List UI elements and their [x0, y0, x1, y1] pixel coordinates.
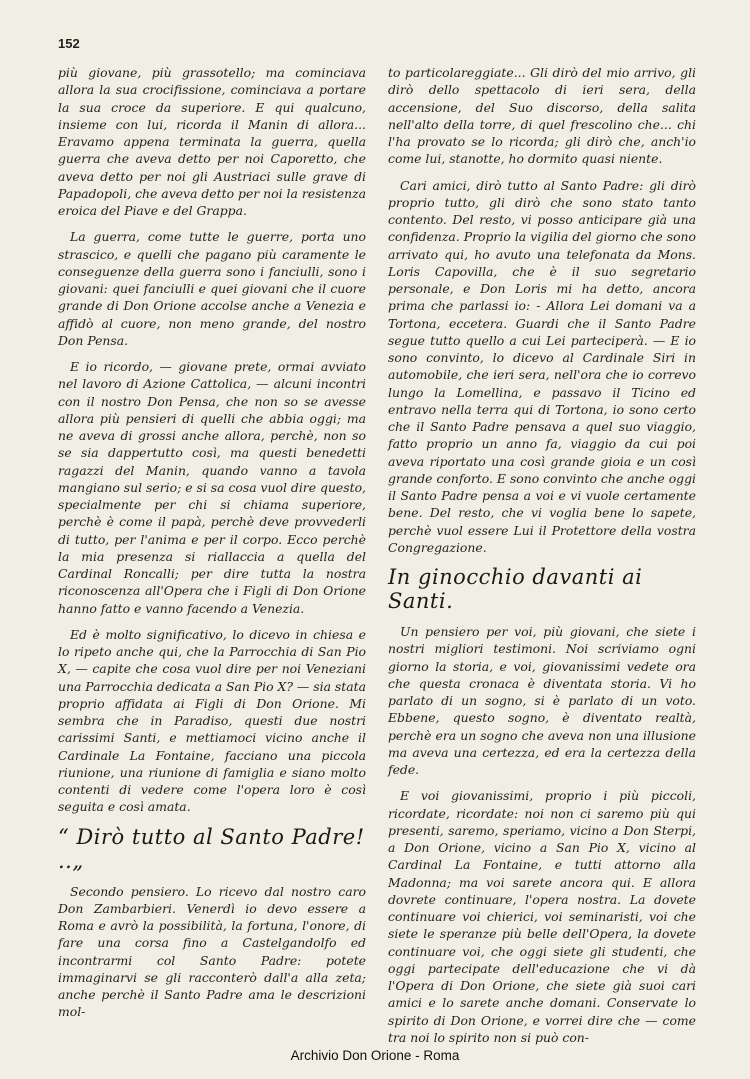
- paragraph: E io ricordo, — giovane prete, ormai avviato nel lavoro di Azione Cattolica, — alcuni incontri con il nostro Don Pensa, che non so se avesse allora più pensieri di quelli che abbia oggi; ma ne aveva di grossi anche allora, perchè, non so se sia dappertutto così, ma questi benedetti ragazzi del Manin, quando vanno a tavola mangiano sul serio; e si sa cosa vuol dire questo, specialmente per chi si chiama superiore, perchè è come il papà, perchè deve provvederli di tutto, per l'anima e per il corpo. Ecco perchè la mia presenza si riallaccia a quella del Cardinal Roncalli; per dire tutta la nostra riconoscenza all'Opera che i Figli di Don Orione hanno fatto e vanno facendo a Venezia.: [58, 359, 366, 616]
- section-heading: In ginocchio davanti ai Santi.: [388, 565, 643, 613]
- page-number: 152: [58, 36, 80, 51]
- paragraph: Ed è molto significativo, lo dicevo in chiesa e lo ripeto anche qui, che la Parrocchia di San Pio X, — capite che cosa vuol dire per noi Veneziani una Parrocchia dedicata a San Pio X? — sia stata proprio affidata ai Figli di Don Orione. Mi sembra che in Paradiso, questi due nostri carissimi Santi, e mettiamoci vicino anche il Cardinale La Fontaine, facciano una piccola riunione, una riunione di famiglia e siano molto contenti di vedere come l'opera loro è così seguita e così amata.: [58, 626, 366, 815]
- paragraph: Un pensiero per voi, più giovani, che siete i nostri migliori testimoni. Noi scriviamo ogni giorno la storia, e voi, giovanissimi vedete ora che questa cronaca è diventata storia. Vi ho parlato di un sogno, si è parlato di un voto. Ebbene, questo sogno, è diventato realtà, perchè era un sogno che aveva non una illusione ma aveva una certezza, ed era la certezza della fede.: [388, 624, 696, 777]
- paragraph: E voi giovanissimi, proprio i più piccoli, ricordate, ricordate: noi non ci saremo più qui presenti, saremo, speriamo, vicino a Don Sterpi, a Don Orione, vicino a San Pio X, vicino al Cardinal La Fontaine, e tutti attorno alla Madonna; ma voi sarete ancora qui. E allora dovrete continuare, l'opera nostra. La dovete continuare voi chierici, voi seminaristi, voi che siete le speranze più belle dell'Opera, la dovete continuare voi, che oggi siete gli studenti, che oggi partecipate dell'educazione che vi dà l'Opera di Don Orione, che siete già suoi cari amici e lo sarete anche domani. Conservate lo spirito di Don Orione, e vorrei dire che — come tra noi lo spirito non si può con-: [388, 788, 696, 1045]
- paragraph: Cari amici, dirò tutto al Santo Padre: gli dirò proprio tutto, gli dirò che sono stato tanto contento. Del resto, vi posso anticipare già una confidenza. Proprio la vigilia del giorno che sono arrivato qui, ho avuto una telefonata da Mons. Loris Capovilla, che è il suo segretario personale, e Don Loris mi ha detto, ancora prima che parlassi io: - Allora Lei domani va a Tortona, eccetera. Guardi che il Santo Padre segue tutto quello a cui Lei parteciperà. — E io sono convinto, lo dicevo al Cardinale Siri in automobile, che ieri sera, nell'ora che io correvo lungo la Lomellina, e passavo il Ticino ed entravo nella terra qui di Tortona, io sono certo che il Santo Padre pensava a quel suo viaggio, fatto proprio un anno fa, viaggio da cui poi aveva riportato una così grande gioia e un così grande conforto. E sono convinto che anche oggi il Santo Padre pensa a voi e vi vuole certamente bene. Del resto, che vi voglia bene lo sapete, perchè vuol essere Lui il Protettore della vostra Congregazione.: [388, 177, 696, 555]
- archive-footer: Archivio Don Orione - Roma: [290, 1048, 460, 1063]
- paragraph: più giovane, più grassotello; ma cominciava allora la sua crocifissione, cominciava a portare la sua croce da superiore. E qui qualcuno, insieme con lui, ricorda il Manin di allora... Eravamo appena terminata la guerra, quella guerra che aveva detto per noi Caporetto, che aveva detto per noi gli Austriaci sulle grave di Papadopoli, che aveva detto per noi la resistenza eroica del Piave e del Grappa.: [58, 65, 366, 218]
- left-column: [58, 64, 366, 1030]
- paragraph: Secondo pensiero. Lo ricevo dal nostro caro Don Zambarbieri. Venerdì io devo essere a Roma e avrò la possibilità, la fortuna, l'onore, di fare una corsa fino a Castelgandolfo ed incontrarmi col Santo Padre: potete immaginarvi se gli racconterò dall'a alla zeta; anche perchè il Santo Padre ama le descrizioni mol-: [58, 883, 366, 1020]
- right-column: [388, 64, 696, 1055]
- section-heading: “ Dirò tutto al Santo Padre! ..„: [58, 824, 365, 873]
- paragraph: La guerra, come tutte le guerre, porta uno strascico, e quelli che pagano più caramente le conseguenze della guerra sono i fanciulli, sono i giovani: quei fanciulli e quei giovani che il cuore grande di Don Orione accolse anche a Venezia e affidò al cuore, non meno grande, del nostro Don Pensa.: [58, 229, 366, 348]
- paragraph: to particolareggiate... Gli dirò del mio arrivo, gli dirò dello spettacolo di ieri sera, della accensione, del Suo discorso, della salita nell'alto della torre, di quel frescolino che... chi l'ha provato se lo ricorda; gli dirò che, anch'io come lui, stanotte, ho dormito quasi niente.: [388, 65, 696, 167]
